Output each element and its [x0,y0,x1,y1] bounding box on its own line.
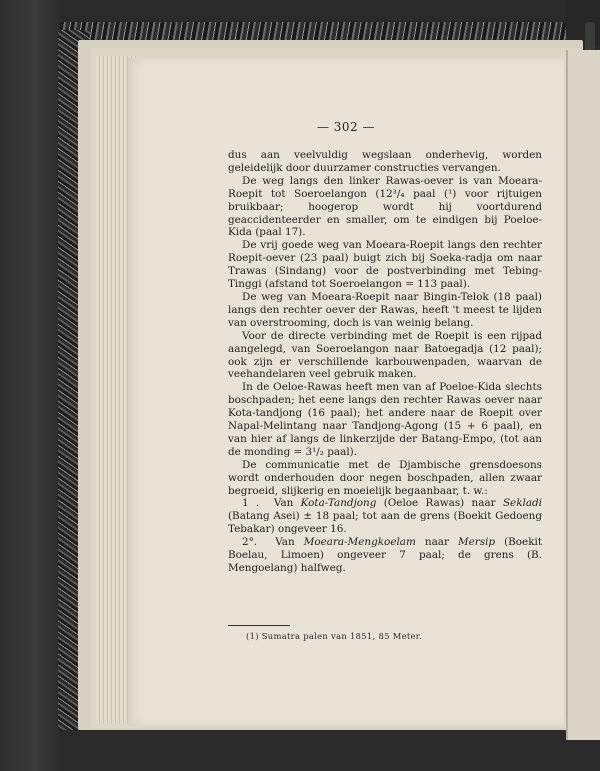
footnote-divider [228,625,290,626]
item-text: Van [275,536,304,549]
item-number: 2°. [242,536,258,549]
item-text: (Boekit Boelau, Limoen) ongeveer 7 paal; de grens (B. Mengoelang) halfweg. [228,536,543,574]
paragraph: De vrij goede weg van Moeara-Roepit langs den rechter Roepit-oever (23 paal) buigt zich bij Soeka-radja om naar Trawas (Sindang) voor de postverbinding met Tebing-Tinggi (afstand tot Soeroelangon = 113 paal). [228,239,542,291]
paragraph: Voor de directe verbinding met de Roepit is een rijpad aangelegd, van Soeroelangon naar Batoegadja (12 paal); ook zijn er verschillende karbouwenpaden, waarvan de veehandelaren veel gebruik maken. [228,329,542,381]
list-item-1 [228,497,542,536]
footnote: (1) Sumatra palen van 1851, 85 Meter. [246,631,423,641]
page-number: — 302 — [316,120,376,134]
paragraph: De weg langs den linker Rawas-oever is van Moeara-Roepit tot Soeroelangon (12³/₄ paal (¹) voor rijtuigen bruikbaar; hoogerop wordt hij voortdurend geaccidenteerder en smaller, om te eindigen bij Poeloe-Kida (paal 17). [228,174,542,239]
body-text [228,149,542,575]
paragraph: De communicatie met de Djambische grensdoesons wordt onderhouden door negen boschpaden, allen zwaar begroeid, slijkerig en moeielijk begaanbaar, t. w.: [228,458,542,497]
place-name: Kota-Tandjong [300,497,377,510]
book-page [128,58,564,726]
item-number: 1 . [242,497,260,510]
place-name: Sekladi [502,497,542,510]
item-text: (Batang Asei) ± 18 paal; tot aan de grens (Boekit Gedoeng Tebakar) ongeveer 16. [228,510,542,536]
facing-page-edge [566,50,600,740]
place-name: Moeara-Mengkoelam [303,536,416,549]
item-text: naar [415,536,458,549]
paragraph-list [228,149,542,497]
place-name: Mersip [458,536,496,549]
scan-border-left [0,0,60,771]
paragraph: dus aan veelvuldig wegslaan onderhevig, worden geleidelijk door duurzamer constructies vervangen. [228,149,542,174]
list-item-2 [228,536,542,575]
paragraph: In de Oeloe-Rawas heeft men van af Poeloe-Kida slechts boschpaden; het eene langs den rechter Rawas oever naar Kota-tandjong (16 paal); het andere naar de Roepit over Napal-Melintang naar Tandjong-Agong (15 + 6 paal), en van hier af langs de linkerzijde der Batang-Empo, (tot aan de monding = 3¹/₂ paal). [228,381,542,458]
item-text: Van [273,497,301,510]
paragraph: De weg van Moeara-Roepit naar Bingin-Telok (18 paal) langs den rechter oever der Rawas, heeft 't meest te lijden van overstrooming, doch is van weinig belang. [228,290,542,329]
item-text: (Oeloe Rawas) naar [376,497,503,510]
